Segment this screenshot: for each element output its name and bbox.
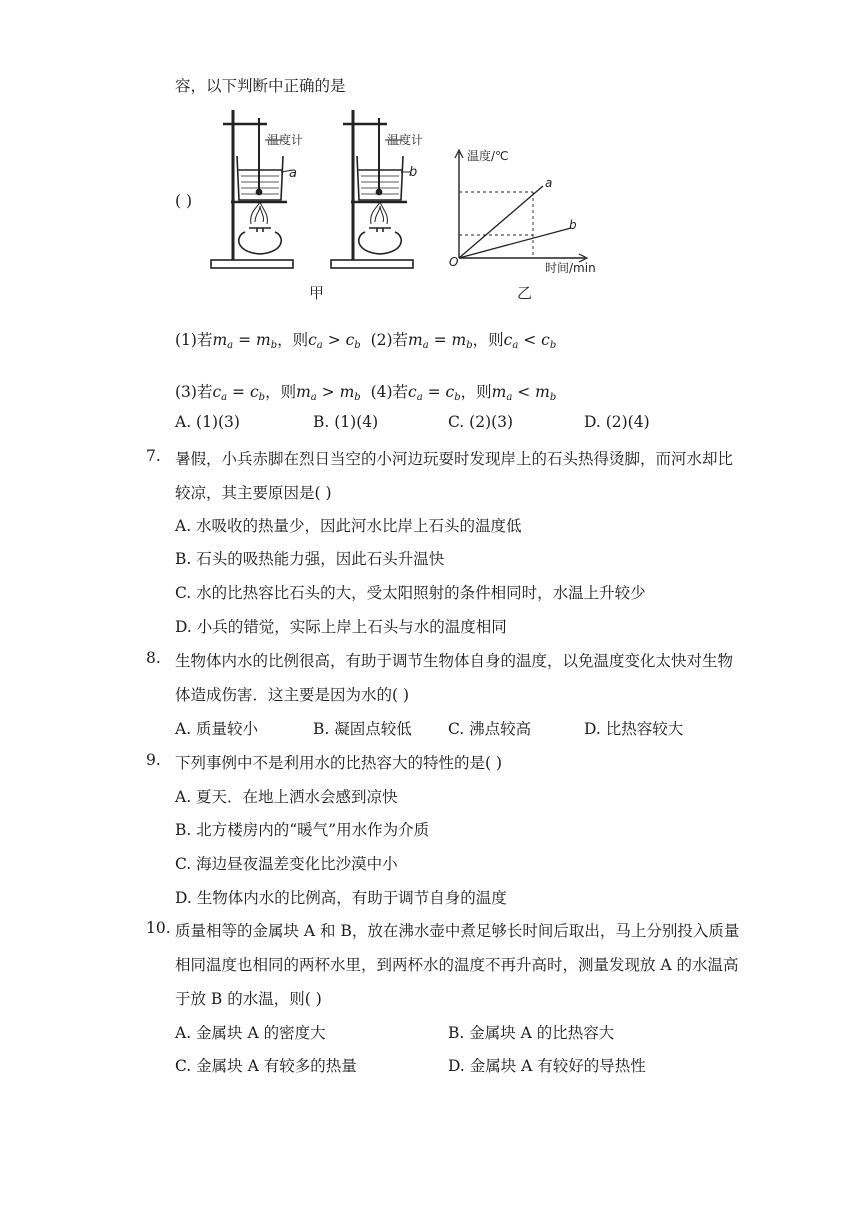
q7-stem-line-2: 较凉，其主要原因是( ) [175, 484, 332, 502]
q8-option-b[interactable]: B. 凝固点较低 [313, 720, 412, 738]
q8-stem-line-2: 体造成伤害．这主要是因为水的( ) [175, 686, 410, 704]
q6-statement-1-2: (1)若$m_a = m_b$，则$c_a > c_b$ (2)若$m_a = m_b$，则$c_a < c_b$ [175, 331, 557, 351]
q10-stem-line-2: 相同温度也相同的两杯水里，到两杯水的温度不再升高时，测量发现放 A 的水温高 [175, 956, 739, 974]
q8-number: 8. [146, 649, 161, 667]
q9-option-b[interactable]: B. 北方楼房内的“暖气”用水作为介质 [175, 821, 430, 839]
line-b-label: b [569, 218, 577, 232]
q10-stem-line-3: 于放 B 的水温，则( ) [175, 990, 322, 1008]
q9-stem-line-1: 下列事例中不是利用水的比热容大的特性的是( ) [175, 754, 503, 772]
q10-stem-line-1: 质量相等的金属块 A 和 B，放在沸水壶中煮足够长时间后取出，马上分别投入质量 [175, 922, 740, 940]
q7-option-c[interactable]: C. 水的比热容比石头的大，受太阳照射的条件相同时，水温上升较少 [175, 584, 646, 602]
q7-number: 7. [146, 447, 161, 465]
q6-statement-3-4: (3)若$c_a = c_b$，则$m_a > m_b$ (4)若$c_a = c_b$，则$m_a < m_b$ [175, 383, 557, 403]
q10-number: 10. [146, 919, 171, 937]
q6-option-a[interactable]: A. (1)(3) [175, 413, 240, 431]
q10-option-a[interactable]: A. 金属块 A 的密度大 [175, 1024, 326, 1042]
liquid-a-label: a [289, 166, 297, 181]
x-axis-label: 时间/min [545, 261, 596, 275]
figure-caption-jia: 甲 [309, 284, 325, 302]
q8-stem-line-1: 生物体内水的比例很高，有助于调节生物体自身的温度，以免温度变化太快对生物 [175, 652, 734, 670]
q9-option-c[interactable]: C. 海边昼夜温差变化比沙漠中小 [175, 855, 398, 873]
q10-option-d[interactable]: D. 金属块 A 有较好的导热性 [448, 1057, 646, 1075]
q8-option-c[interactable]: C. 沸点较高 [448, 720, 532, 738]
q6-apparatus-figure [205, 100, 437, 305]
q6-option-c[interactable]: C. (2)(3) [448, 413, 514, 431]
q8-option-a[interactable]: A. 质量较小 [175, 720, 259, 738]
q7-stem-line-1: 暑假，小兵赤脚在烈日当空的小河边玩耍时发现岸上的石头热得烫脚，而河水却比 [175, 450, 734, 468]
q8-option-d[interactable]: D. 比热容较大 [584, 720, 684, 738]
q6-option-d[interactable]: D. (2)(4) [584, 413, 650, 431]
q7-option-b[interactable]: B. 石头的吸热能力强，因此石头升温快 [175, 550, 445, 568]
q7-option-d[interactable]: D. 小兵的错觉，实际上岸上石头与水的温度相同 [175, 618, 507, 636]
q9-number: 9. [146, 751, 161, 769]
thermometer-label-2: 温度计 [387, 133, 424, 147]
q7-option-a[interactable]: A. 水吸收的热量少，因此河水比岸上石头的温度低 [175, 517, 522, 535]
q6-temperature-graph [445, 140, 605, 305]
liquid-b-label: b [409, 165, 418, 180]
q10-option-b[interactable]: B. 金属块 A 的比热容大 [448, 1024, 615, 1042]
y-axis-label: 温度/℃ [467, 149, 509, 163]
q6-option-b[interactable]: B. (1)(4) [313, 413, 379, 431]
origin-label: O [449, 255, 459, 269]
q9-option-a[interactable]: A. 夏天．在地上洒水会感到凉快 [175, 788, 398, 806]
line-a-label: a [545, 176, 553, 190]
figure-caption-yi: 乙 [517, 284, 533, 302]
q9-option-d[interactable]: D. 生物体内水的比例高，有助于调节自身的温度 [175, 889, 507, 907]
q6-answer-paren: ( ) [175, 192, 193, 210]
thermometer-label-1: 温度计 [267, 133, 304, 147]
q10-option-c[interactable]: C. 金属块 A 有较多的热量 [175, 1057, 357, 1075]
q6-stem-tail: 容，以下判断中正确的是 [175, 77, 346, 95]
